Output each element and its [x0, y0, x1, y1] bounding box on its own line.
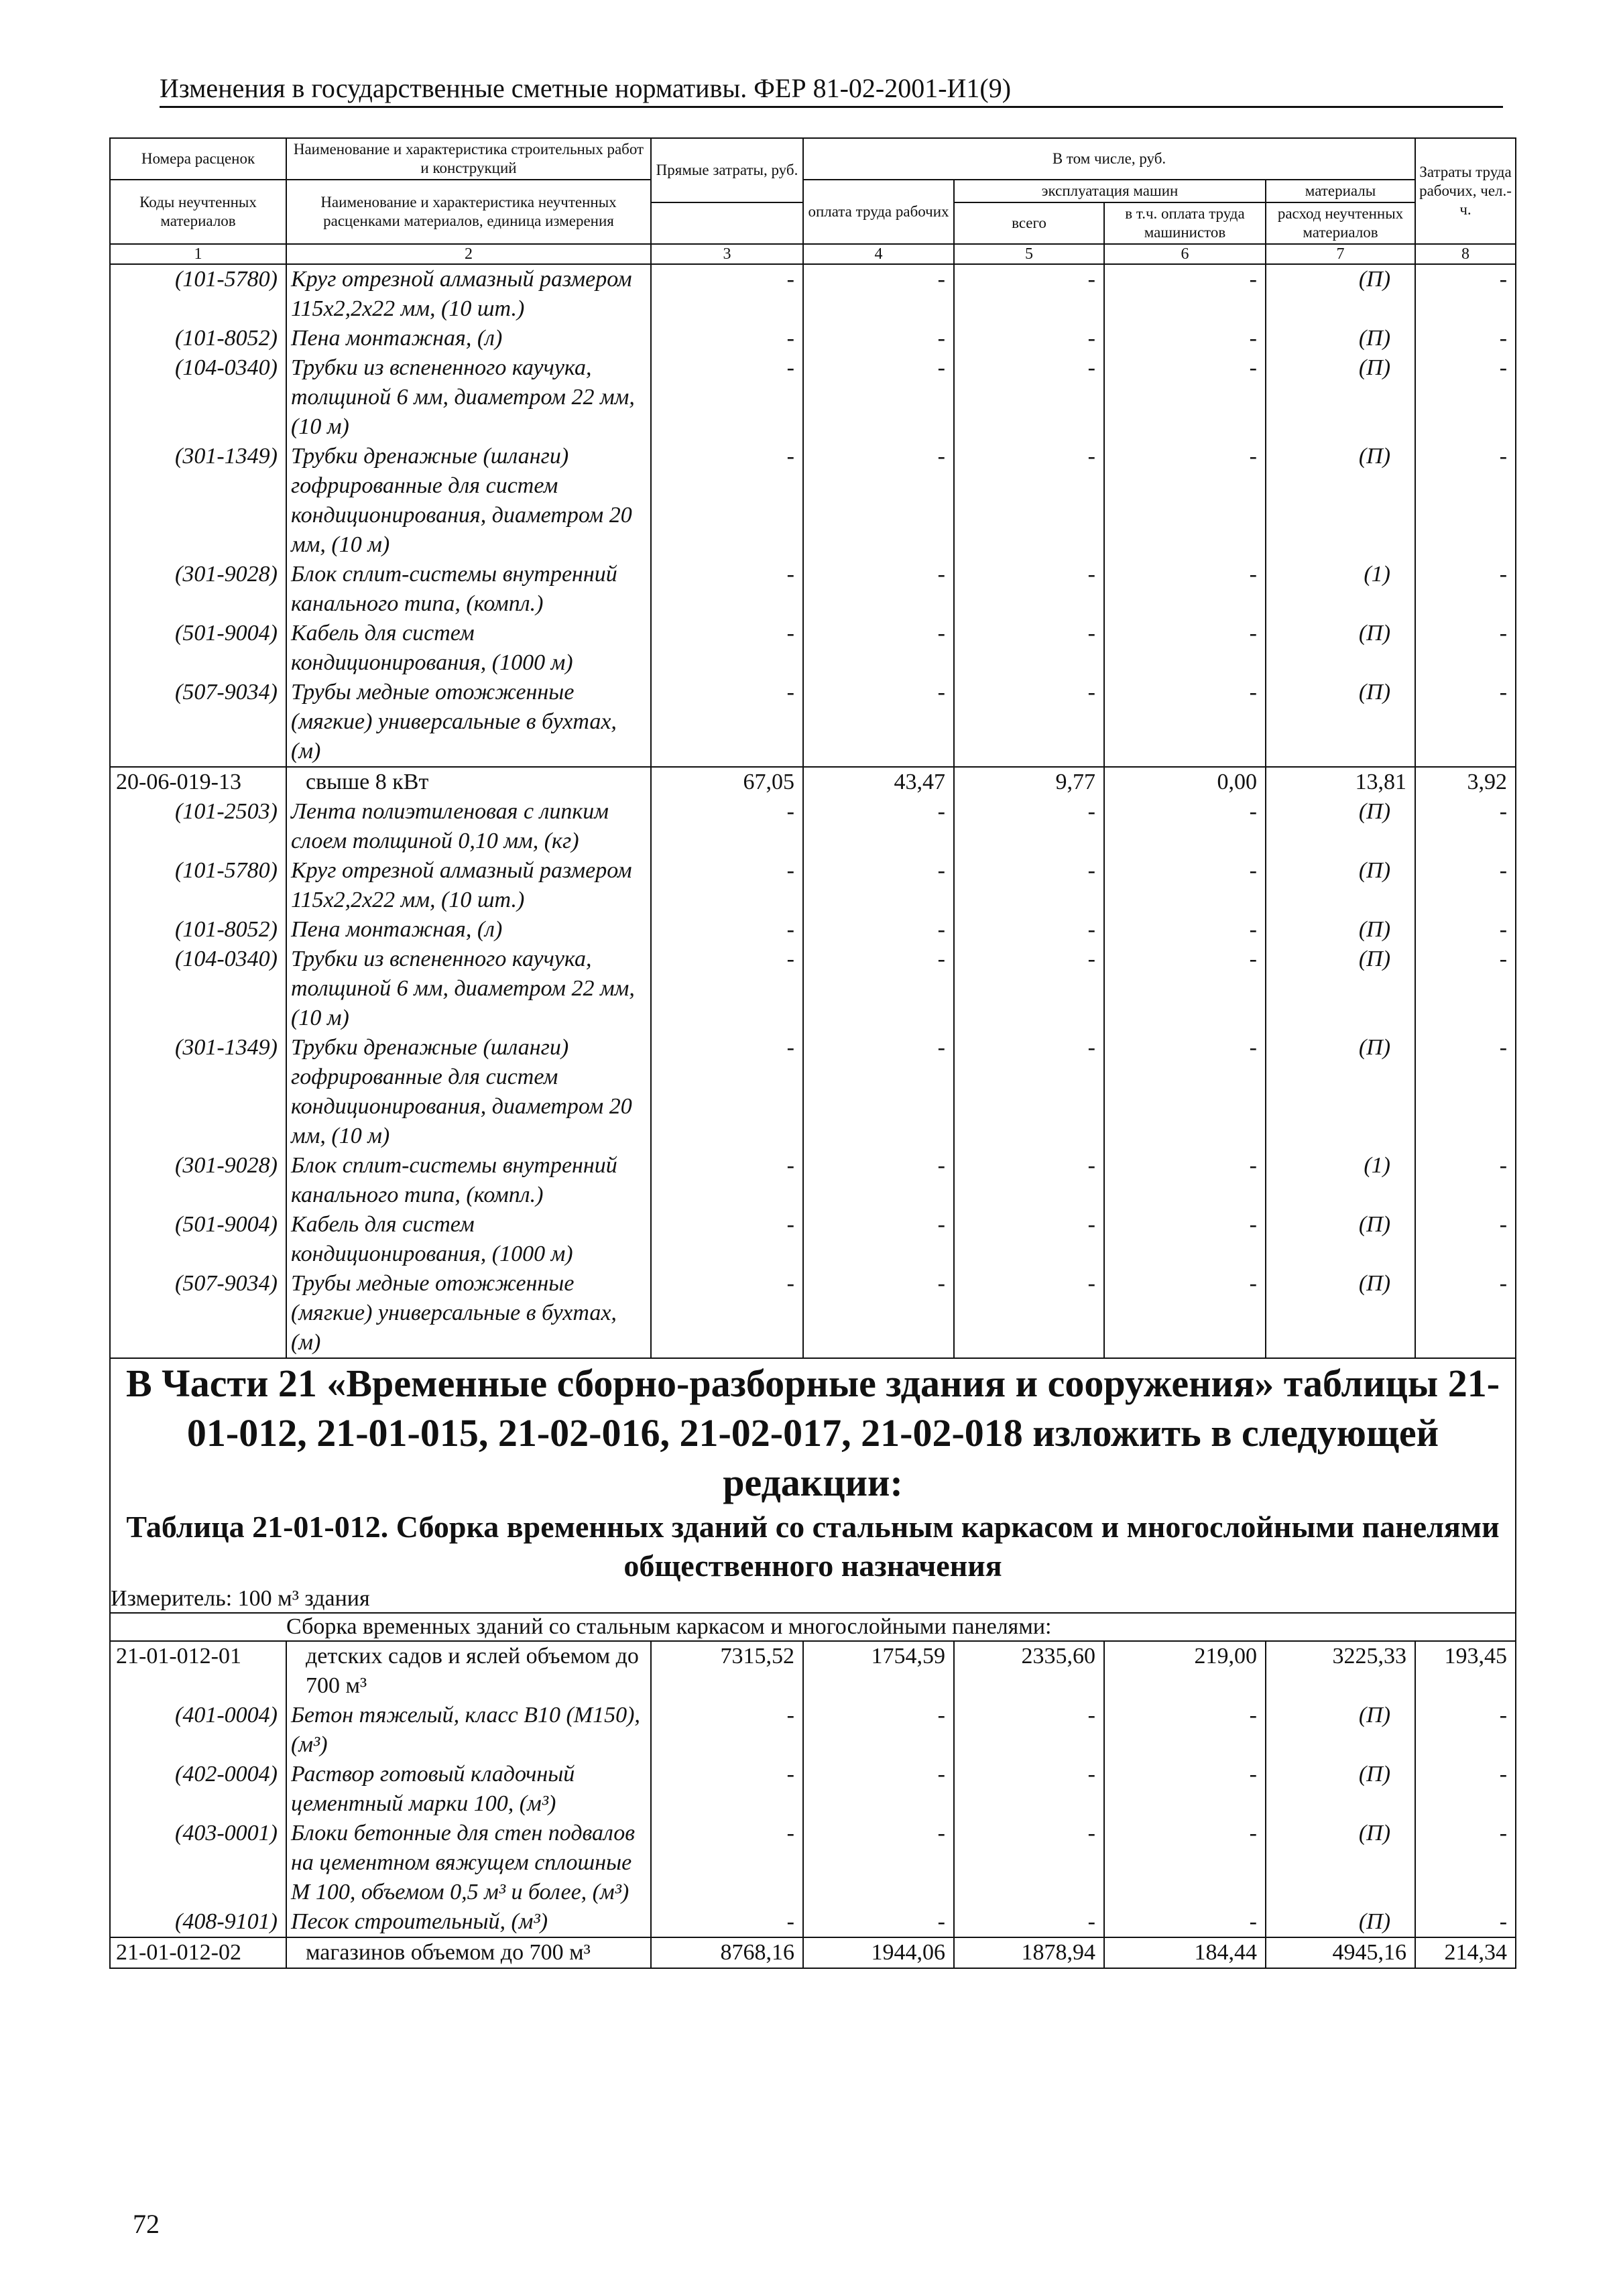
row-code: (507-9034): [110, 678, 286, 767]
machines-cost: -: [954, 1701, 1104, 1760]
materials-cost: (П): [1266, 619, 1415, 678]
row-code: (401-0004): [110, 1701, 286, 1760]
material-row: [110, 353, 1516, 442]
machines-cost: -: [954, 619, 1104, 678]
wages-cost: -: [803, 353, 954, 442]
machines-cost: -: [954, 1907, 1104, 1937]
row-code: (507-9034): [110, 1269, 286, 1358]
col-num: 3: [651, 244, 803, 264]
row-code: (101-8052): [110, 324, 286, 353]
direct-cost: -: [651, 619, 803, 678]
material-row: [110, 1151, 1516, 1210]
row-code: (101-2503): [110, 797, 286, 856]
row-code: (408-9101): [110, 1907, 286, 1937]
row-name: Раствор готовый кладочный цементный марки 100, (м³): [286, 1760, 651, 1819]
machinist-wages: -: [1104, 264, 1266, 324]
col-num: 4: [803, 244, 954, 264]
measure-unit: Измеритель: 100 м³ здания: [110, 1585, 1516, 1613]
direct-cost: -: [651, 1760, 803, 1819]
direct-cost: -: [651, 1210, 803, 1269]
material-row: [110, 264, 1516, 324]
col-incl: В том числе, руб.: [803, 138, 1415, 180]
wages-cost: -: [803, 619, 954, 678]
materials-cost: (П): [1266, 1907, 1415, 1937]
machines-cost: -: [954, 856, 1104, 915]
direct-cost: -: [651, 1033, 803, 1151]
col-direct-blank: [651, 202, 803, 244]
col-codes-top: Номера расценок: [110, 138, 286, 180]
direct-cost: 67,05: [651, 767, 803, 797]
materials-cost: (П): [1266, 1210, 1415, 1269]
machinist-wages: 0,00: [1104, 767, 1266, 797]
machinist-wages: -: [1104, 442, 1266, 560]
wages-cost: -: [803, 1210, 954, 1269]
row-name: Трубки дренажные (шланги) гофрированные для систем кондиционирования, диаметром 20 мм, (10 м): [286, 442, 651, 560]
material-row: [110, 1701, 1516, 1760]
wages-cost: 1754,59: [803, 1641, 954, 1701]
machinist-wages: 219,00: [1104, 1641, 1266, 1701]
direct-cost: -: [651, 678, 803, 767]
col-codes-bottom: Коды неучтенных материалов: [110, 180, 286, 244]
material-row: [110, 915, 1516, 945]
wages-cost: -: [803, 1701, 954, 1760]
machinist-wages: -: [1104, 1033, 1266, 1151]
labor-cost: -: [1415, 1907, 1516, 1937]
direct-cost: -: [651, 1819, 803, 1907]
row-name: детских садов и яслей объемом до 700 м³: [286, 1641, 651, 1701]
row-name: Песок строительный, (м³): [286, 1907, 651, 1937]
row-code: 21-01-012-01: [110, 1641, 286, 1701]
col-mat-usage: расход неучтенных материалов: [1266, 202, 1415, 244]
labor-cost: -: [1415, 945, 1516, 1033]
col-direct: Прямые затраты, руб.: [651, 138, 803, 202]
machines-cost: -: [954, 915, 1104, 945]
machinist-wages: -: [1104, 353, 1266, 442]
wages-cost: -: [803, 678, 954, 767]
machinist-wages: -: [1104, 945, 1266, 1033]
material-row: [110, 856, 1516, 915]
row-code: (501-9004): [110, 1210, 286, 1269]
row-name: магазинов объемом до 700 м³: [286, 1937, 651, 1968]
labor-cost: -: [1415, 264, 1516, 324]
row-name: свыше 8 кВт: [286, 767, 651, 797]
materials-cost: (П): [1266, 442, 1415, 560]
machinist-wages: 184,44: [1104, 1937, 1266, 1968]
labor-cost: -: [1415, 1033, 1516, 1151]
row-code: (301-1349): [110, 442, 286, 560]
machinist-wages: -: [1104, 915, 1266, 945]
rate-row: [110, 1641, 1516, 1701]
machines-cost: -: [954, 1033, 1104, 1151]
row-name: Кабель для систем кондиционирования, (1000 м): [286, 619, 651, 678]
direct-cost: -: [651, 1907, 803, 1937]
col-num: 8: [1415, 244, 1516, 264]
wages-cost: -: [803, 1907, 954, 1937]
wages-cost: -: [803, 324, 954, 353]
col-num: 7: [1266, 244, 1415, 264]
materials-cost: (П): [1266, 945, 1415, 1033]
machines-cost: -: [954, 264, 1104, 324]
col-labor: Затраты труда рабочих, чел.-ч.: [1415, 138, 1516, 244]
row-name: Трубки из вспененного каучука, толщиной 6 мм, диаметром 22 мм, (10 м): [286, 945, 651, 1033]
machinist-wages: -: [1104, 1210, 1266, 1269]
labor-cost: -: [1415, 1701, 1516, 1760]
machines-cost: -: [954, 353, 1104, 442]
direct-cost: -: [651, 353, 803, 442]
section-subtitle: Сборка временных зданий со стальным каркасом и многослойными панелями:: [110, 1613, 1516, 1641]
wages-cost: -: [803, 1151, 954, 1210]
machinist-wages: -: [1104, 1819, 1266, 1907]
wages-cost: -: [803, 1269, 954, 1358]
row-name: Пена монтажная, (л): [286, 324, 651, 353]
rate-row: [110, 767, 1516, 797]
labor-cost: -: [1415, 1760, 1516, 1819]
direct-cost: -: [651, 856, 803, 915]
materials-cost: (П): [1266, 353, 1415, 442]
machinist-wages: -: [1104, 1907, 1266, 1937]
machinist-wages: -: [1104, 1151, 1266, 1210]
material-row: [110, 1210, 1516, 1269]
material-row: [110, 1760, 1516, 1819]
labor-cost: -: [1415, 856, 1516, 915]
labor-cost: -: [1415, 678, 1516, 767]
direct-cost: -: [651, 945, 803, 1033]
machinist-wages: -: [1104, 1760, 1266, 1819]
machines-cost: -: [954, 797, 1104, 856]
machinist-wages: -: [1104, 324, 1266, 353]
labor-cost: -: [1415, 1151, 1516, 1210]
wages-cost: -: [803, 797, 954, 856]
machines-cost: -: [954, 678, 1104, 767]
material-row: [110, 324, 1516, 353]
col-machines: эксплуатация машин: [954, 180, 1266, 202]
wages-cost: 1944,06: [803, 1937, 954, 1968]
col-num: 5: [954, 244, 1104, 264]
document-header: Изменения в государственные сметные нормативы. ФЕР 81-02-2001-И1(9): [160, 73, 1012, 103]
materials-cost: (П): [1266, 1701, 1415, 1760]
machinist-wages: -: [1104, 1269, 1266, 1358]
row-code: 20-06-019-13: [110, 767, 286, 797]
machines-cost: -: [954, 1210, 1104, 1269]
direct-cost: -: [651, 915, 803, 945]
header-rule: [160, 106, 1503, 108]
wages-cost: -: [803, 1033, 954, 1151]
direct-cost: 8768,16: [651, 1937, 803, 1968]
labor-cost: -: [1415, 619, 1516, 678]
machines-cost: -: [954, 945, 1104, 1033]
machinist-wages: -: [1104, 560, 1266, 619]
row-code: (104-0340): [110, 353, 286, 442]
direct-cost: -: [651, 1269, 803, 1358]
row-name: Трубы медные отожженные (мягкие) универсальные в бухтах, (м): [286, 1269, 651, 1358]
row-name: Кабель для систем кондиционирования, (1000 м): [286, 1210, 651, 1269]
materials-cost: (1): [1266, 1151, 1415, 1210]
wages-cost: -: [803, 1760, 954, 1819]
materials-cost: (П): [1266, 678, 1415, 767]
rate-row: [110, 1937, 1516, 1968]
wages-cost: -: [803, 442, 954, 560]
labor-cost: 193,45: [1415, 1641, 1516, 1701]
page-number: 72: [133, 2209, 160, 2239]
labor-cost: 214,34: [1415, 1937, 1516, 1968]
row-name: Блок сплит-системы внутренний канального типа, (компл.): [286, 1151, 651, 1210]
material-row: [110, 1819, 1516, 1907]
machines-cost: -: [954, 560, 1104, 619]
direct-cost: -: [651, 1151, 803, 1210]
row-name: Блок сплит-системы внутренний канального типа, (компл.): [286, 560, 651, 619]
col-name-top: Наименование и характеристика строительных работ и конструкций: [286, 138, 651, 180]
materials-cost: (П): [1266, 1033, 1415, 1151]
wages-cost: -: [803, 915, 954, 945]
direct-cost: -: [651, 797, 803, 856]
wages-cost: -: [803, 856, 954, 915]
col-mach-total: всего: [954, 202, 1104, 244]
labor-cost: -: [1415, 442, 1516, 560]
direct-cost: 7315,52: [651, 1641, 803, 1701]
machines-cost: -: [954, 1760, 1104, 1819]
direct-cost: -: [651, 264, 803, 324]
row-code: (101-8052): [110, 915, 286, 945]
materials-cost: (1): [1266, 560, 1415, 619]
material-row: [110, 1269, 1516, 1358]
table-heading: Таблица 21-01-012. Сборка временных зданий со стальным каркасом и многослойными панелями общественного назначения: [110, 1508, 1516, 1585]
labor-cost: -: [1415, 1819, 1516, 1907]
labor-cost: -: [1415, 915, 1516, 945]
row-code: (501-9004): [110, 619, 286, 678]
row-code: (301-1349): [110, 1033, 286, 1151]
row-name: Трубы медные отожженные (мягкие) универсальные в бухтах, (м): [286, 678, 651, 767]
machinist-wages: -: [1104, 1701, 1266, 1760]
materials-cost: (П): [1266, 324, 1415, 353]
labor-cost: -: [1415, 324, 1516, 353]
material-row: [110, 560, 1516, 619]
row-name: Трубки из вспененного каучука, толщиной 6 мм, диаметром 22 мм, (10 м): [286, 353, 651, 442]
part-heading: В Части 21 «Временные сборно-разборные здания и сооружения» таблицы 21-01-012, 21-01-015, 21-02-016, 21-02-017, 21-02-018 изложить в следующей редакции:: [110, 1358, 1516, 1508]
row-name: Лента полиэтиленовая с липким слоем толщиной 0,10 мм, (кг): [286, 797, 651, 856]
col-materials: материалы: [1266, 180, 1415, 202]
row-name: Блоки бетонные для стен подвалов на цементном вяжущем сплошные М 100, объемом 0,5 м³ и более, (м³): [286, 1819, 651, 1907]
materials-cost: 4945,16: [1266, 1937, 1415, 1968]
wages-cost: 43,47: [803, 767, 954, 797]
estimate-table: [109, 137, 1516, 1969]
machinist-wages: -: [1104, 678, 1266, 767]
materials-cost: (П): [1266, 264, 1415, 324]
machinist-wages: -: [1104, 619, 1266, 678]
labor-cost: -: [1415, 1210, 1516, 1269]
row-code: (301-9028): [110, 1151, 286, 1210]
machinist-wages: -: [1104, 856, 1266, 915]
materials-cost: (П): [1266, 1269, 1415, 1358]
row-code: (301-9028): [110, 560, 286, 619]
machines-cost: -: [954, 324, 1104, 353]
materials-cost: (П): [1266, 915, 1415, 945]
material-row: [110, 1907, 1516, 1937]
row-code: (101-5780): [110, 856, 286, 915]
materials-cost: 13,81: [1266, 767, 1415, 797]
col-name-bottom: Наименование и характеристика неучтенных расценками материалов, единица измерения: [286, 180, 651, 244]
col-mach-wages: в т.ч. оплата труда машинистов: [1104, 202, 1266, 244]
row-code: (101-5780): [110, 264, 286, 324]
labor-cost: 3,92: [1415, 767, 1516, 797]
row-name: Круг отрезной алмазный размером 115x2,2x22 мм, (10 шт.): [286, 264, 651, 324]
material-row: [110, 619, 1516, 678]
materials-cost: (П): [1266, 1760, 1415, 1819]
direct-cost: -: [651, 324, 803, 353]
col-num: 6: [1104, 244, 1266, 264]
direct-cost: -: [651, 560, 803, 619]
material-row: [110, 1033, 1516, 1151]
machines-cost: -: [954, 1269, 1104, 1358]
row-name: Трубки дренажные (шланги) гофрированные для систем кондиционирования, диаметром 20 мм, (10 м): [286, 1033, 651, 1151]
materials-cost: (П): [1266, 797, 1415, 856]
material-row: [110, 442, 1516, 560]
material-row: [110, 678, 1516, 767]
wages-cost: -: [803, 560, 954, 619]
row-name: Круг отрезной алмазный размером 115x2,2x22 мм, (10 шт.): [286, 856, 651, 915]
row-code: (104-0340): [110, 945, 286, 1033]
direct-cost: -: [651, 442, 803, 560]
wages-cost: -: [803, 1819, 954, 1907]
row-code: (403-0001): [110, 1819, 286, 1907]
row-code: (402-0004): [110, 1760, 286, 1819]
machines-cost: 1878,94: [954, 1937, 1104, 1968]
machines-cost: -: [954, 1151, 1104, 1210]
material-row: [110, 797, 1516, 856]
machinist-wages: -: [1104, 797, 1266, 856]
machines-cost: 2335,60: [954, 1641, 1104, 1701]
materials-cost: (П): [1266, 856, 1415, 915]
direct-cost: -: [651, 1701, 803, 1760]
labor-cost: -: [1415, 353, 1516, 442]
machines-cost: 9,77: [954, 767, 1104, 797]
wages-cost: -: [803, 264, 954, 324]
machines-cost: -: [954, 442, 1104, 560]
row-name: Бетон тяжелый, класс В10 (М150), (м³): [286, 1701, 651, 1760]
labor-cost: -: [1415, 1269, 1516, 1358]
col-wages: оплата труда рабочих: [803, 180, 954, 244]
labor-cost: -: [1415, 797, 1516, 856]
row-code: 21-01-012-02: [110, 1937, 286, 1968]
col-num: 1: [110, 244, 286, 264]
row-name: Пена монтажная, (л): [286, 915, 651, 945]
labor-cost: -: [1415, 560, 1516, 619]
machines-cost: -: [954, 1819, 1104, 1907]
wages-cost: -: [803, 945, 954, 1033]
materials-cost: 3225,33: [1266, 1641, 1415, 1701]
col-num: 2: [286, 244, 651, 264]
materials-cost: (П): [1266, 1819, 1415, 1907]
material-row: [110, 945, 1516, 1033]
